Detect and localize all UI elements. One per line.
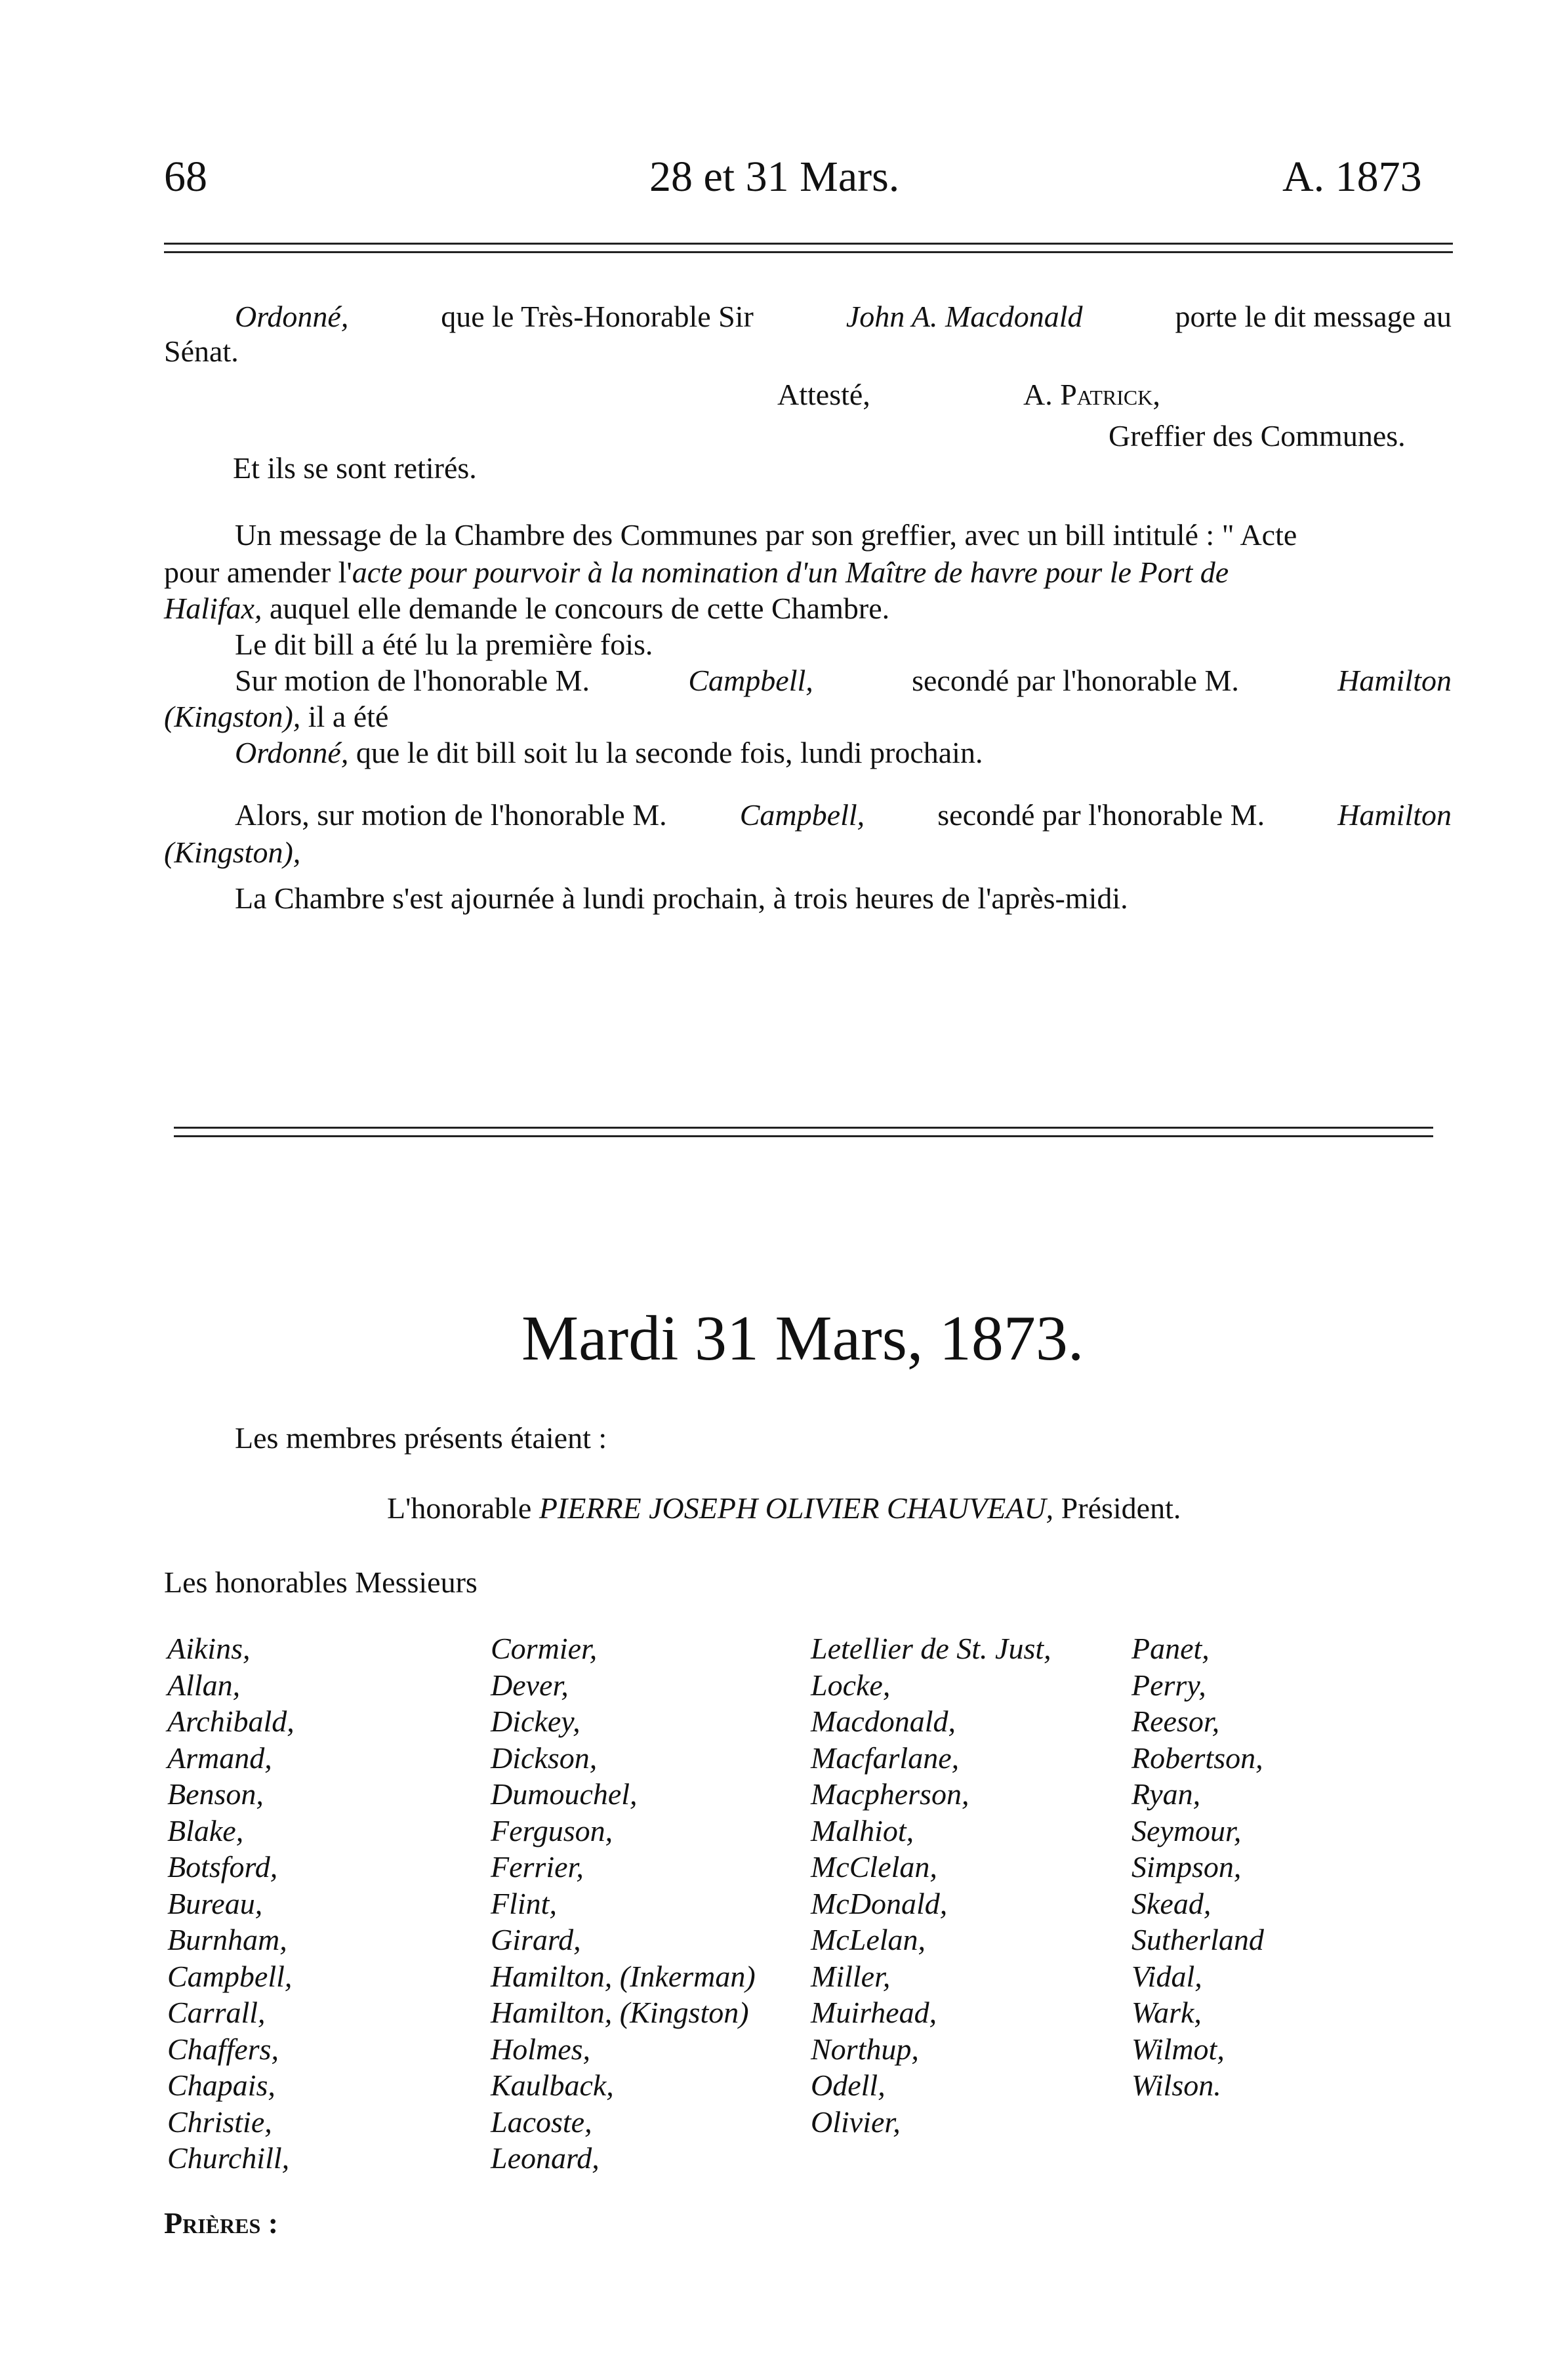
motion1-b: Campbell, — [688, 664, 813, 697]
member-name: McLelan, — [811, 1923, 926, 1956]
member-name: McDonald, — [811, 1886, 948, 1920]
member-name: Kaulback, — [491, 2068, 614, 2102]
member-name: Girard, — [491, 1923, 581, 1956]
member-name: Botsford, — [167, 1850, 278, 1884]
member-name: Malhiot, — [811, 1813, 914, 1847]
page-number: 68 — [164, 153, 207, 201]
motion2-e: (Kingston), — [164, 836, 301, 869]
member-name: Ryan, — [1131, 1777, 1201, 1811]
member-name: Aikins, — [167, 1632, 251, 1665]
president-a: L'honorable — [387, 1491, 532, 1525]
member-name: Leonard, — [491, 2141, 600, 2175]
member-name: Miller, — [811, 1959, 891, 1993]
member-name: Seymour, — [1131, 1813, 1242, 1847]
member-name: Chapais, — [167, 2068, 275, 2102]
member-name: Locke, — [811, 1668, 891, 1702]
motion1-e: (Kingston), — [164, 700, 301, 733]
motion1-a: Sur motion de l'honorable M. — [235, 664, 590, 697]
motion1-f: il a été — [300, 700, 389, 733]
section-rule-bottom — [174, 1135, 1433, 1137]
member-name: Simpson, — [1131, 1850, 1242, 1884]
message-line3-a: Halifax, — [164, 592, 262, 625]
member-name: Dumouchel, — [491, 1777, 638, 1811]
member-name: Perry, — [1131, 1668, 1206, 1702]
header-year: A. 1873 — [1282, 153, 1422, 201]
member-name: Dickson, — [491, 1741, 598, 1775]
motion1-line2 — [164, 697, 388, 736]
member-name: McClelan, — [811, 1850, 937, 1884]
president-b: Président. — [1053, 1491, 1181, 1525]
signature-name: A. Patrick, — [1023, 378, 1160, 411]
member-name: Odell, — [811, 2068, 886, 2102]
member-name: Sutherland — [1131, 1923, 1264, 1956]
member-name: Lacoste, — [491, 2105, 592, 2139]
president-name: PIERRE JOSEPH OLIVIER CHAUVEAU, — [539, 1491, 1054, 1525]
ordonne-paragraph-line1 — [235, 297, 1452, 336]
member-name: Cormier, — [491, 1632, 598, 1665]
member-name: Muirhead, — [811, 1996, 937, 2029]
header-rule-top — [164, 243, 1453, 245]
motion1-c: secondé par l'honorable M. — [912, 664, 1239, 697]
member-name: Campbell, — [167, 1959, 293, 1993]
member-name: Benson, — [167, 1777, 264, 1811]
signature-title: Greffier des Communes. — [1109, 419, 1406, 453]
member-name: Ferrier, — [491, 1850, 584, 1884]
member-name: Macfarlane, — [811, 1741, 960, 1775]
president-line — [387, 1489, 1181, 1528]
atteste: Attesté, — [777, 378, 870, 411]
member-name: Dickey, — [491, 1704, 580, 1738]
ordonne-text-b: porte le dit message au — [1175, 300, 1452, 333]
member-name: Bureau, — [167, 1886, 263, 1920]
member-name: Christie, — [167, 2105, 272, 2139]
member-name: Macdonald, — [811, 1704, 956, 1738]
ordonne-text-c: Sénat. — [164, 334, 239, 368]
member-name: Ferguson, — [491, 1813, 613, 1847]
member-name: Letellier de St. Just, — [811, 1632, 1051, 1665]
message-line2 — [164, 553, 1452, 592]
motion1-line1 — [235, 661, 1452, 700]
message-line2-a: pour amender l' — [164, 555, 352, 589]
member-name: Flint, — [491, 1886, 557, 1920]
membres-presents: Les membres présents étaient : — [235, 1421, 607, 1455]
prieres: Prières : — [164, 2206, 279, 2240]
member-name: Vidal, — [1131, 1959, 1202, 1993]
ordonne2-line — [235, 733, 983, 773]
ordonne-text-a: que le Très-Honorable Sir — [441, 300, 754, 333]
motion2-c: secondé par l'honorable M. — [937, 798, 1265, 832]
ajournee: La Chambre s'est ajournée à lundi prochain, à trois heures de l'après-midi. — [235, 881, 1128, 915]
member-name: Carrall, — [167, 1996, 266, 2029]
message-line1-text: Un message de la Chambre des Communes par son greffier, avec un bill intitulé : " Acte — [235, 518, 1297, 552]
member-name: Blake, — [167, 1813, 244, 1847]
motion2-b: Campbell, — [739, 798, 865, 832]
member-name: Dever, — [491, 1668, 569, 1702]
member-name: Burnham, — [167, 1923, 287, 1956]
message-line3 — [164, 589, 889, 628]
ordonne2-label: Ordonné, — [235, 736, 349, 769]
member-name: Macpherson, — [811, 1777, 969, 1811]
header-rule-bottom — [164, 251, 1453, 253]
motion1-d: Hamilton — [1337, 664, 1452, 697]
day-title: Mardi 31 Mars, 1873. — [521, 1303, 1084, 1374]
message-line2-b: acte pour pourvoir à la nomination d'un Maître de havre pour le Port de — [352, 555, 1229, 589]
ordonne-label: Ordonné, — [235, 300, 349, 333]
member-name: Hamilton, (Inkerman) — [491, 1959, 756, 1993]
member-name: Wilmot, — [1131, 2032, 1225, 2066]
motion2-line1 — [235, 796, 1452, 835]
header-dates: 28 et 31 Mars. — [649, 153, 900, 201]
member-name: Archibald, — [167, 1704, 295, 1738]
retires: Et ils se sont retirés. — [233, 451, 477, 485]
section-rule-top — [174, 1127, 1433, 1129]
member-name: Holmes, — [491, 2032, 591, 2066]
member-name: Wark, — [1131, 1996, 1202, 2029]
motion2-d: Hamilton — [1337, 798, 1452, 832]
member-name: Northup, — [811, 2032, 919, 2066]
member-name: Chaffers, — [167, 2032, 279, 2066]
message-line3-b: auquel elle demande le concours de cette Chambre. — [262, 592, 890, 625]
member-name: Wilson. — [1131, 2068, 1221, 2102]
member-name: Armand, — [167, 1741, 272, 1775]
ordonne-name: John A. Macdonald — [845, 300, 1083, 333]
messieurs-label: Les honorables Messieurs — [164, 1565, 478, 1599]
member-name: Olivier, — [811, 2105, 901, 2139]
member-name: Reesor, — [1131, 1704, 1220, 1738]
message-line1 — [235, 515, 1452, 555]
member-name: Skead, — [1131, 1886, 1212, 1920]
member-name: Churchill, — [167, 2141, 290, 2175]
member-name: Allan, — [167, 1668, 241, 1702]
ordonne2-text: que le dit bill soit lu la seconde fois, lundi prochain. — [348, 736, 983, 769]
member-name: Hamilton, (Kingston) — [491, 1996, 749, 2029]
member-name: Robertson, — [1131, 1741, 1263, 1775]
member-name: Panet, — [1131, 1632, 1210, 1665]
motion2-a: Alors, sur motion de l'honorable M. — [235, 798, 667, 832]
lu-line: Le dit bill a été lu la première fois. — [235, 628, 653, 661]
